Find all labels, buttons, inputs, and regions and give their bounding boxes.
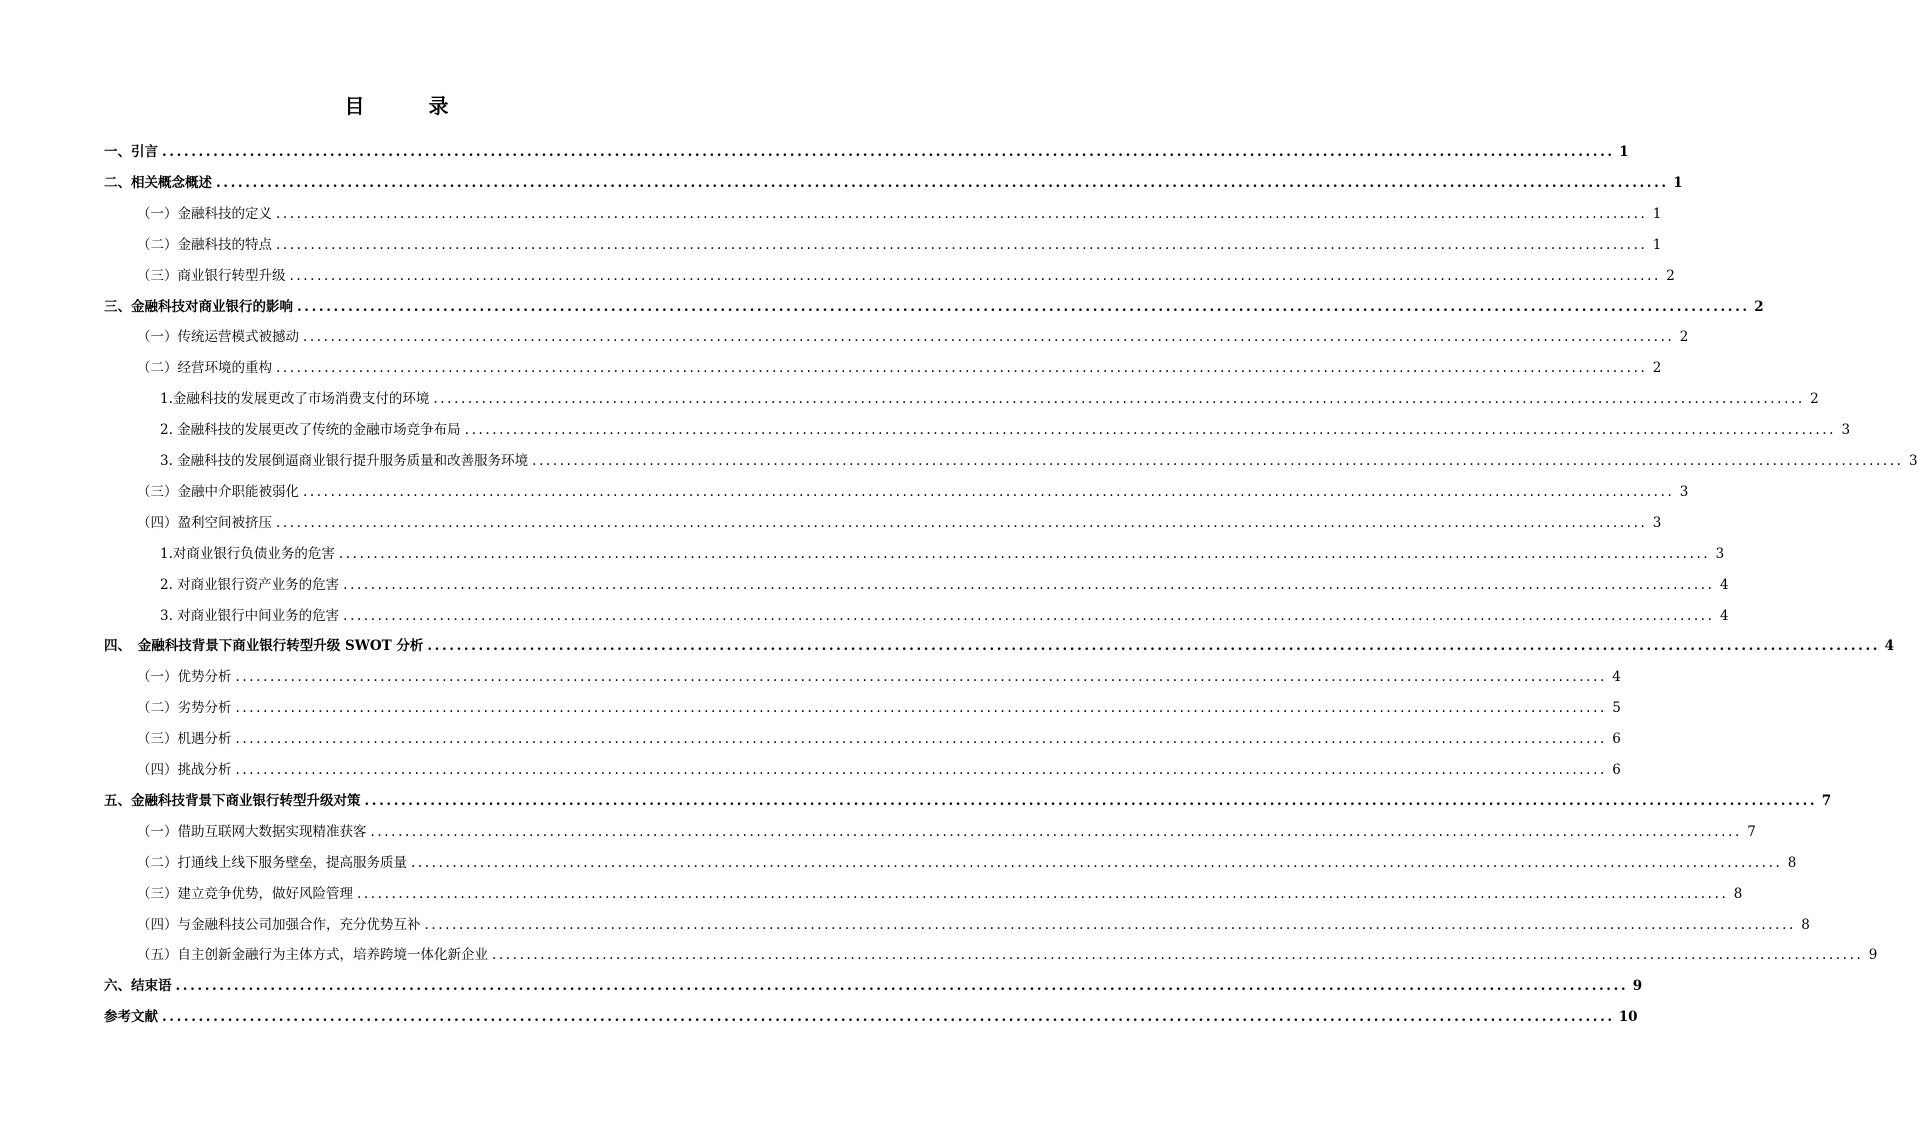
toc-entry[interactable] xyxy=(0,535,1725,563)
toc-entry-label: （三）建立竞争优势，做好风险管理 xyxy=(137,885,353,902)
toc-leader-dots: ....................................................................................................................................................................................................... xyxy=(297,298,1750,315)
toc-entry-label: 3. 对商业银行中间业务的危害 xyxy=(160,607,340,624)
toc-entry-page-number: 3 xyxy=(1652,514,1662,531)
toc-leader-dots: ....................................................................................................................................................................................................... xyxy=(411,854,1783,871)
toc-entry[interactable] xyxy=(0,504,1662,532)
toc-leader-dots: ....................................................................................................................................................................................................... xyxy=(338,545,1711,562)
toc-entry-label: （三）机遇分析 xyxy=(137,731,232,748)
toc-entry-label: （二）经营环境的重构 xyxy=(137,360,272,377)
toc-entry[interactable] xyxy=(0,257,1675,285)
toc-entry-page-number: 7 xyxy=(1747,823,1756,840)
toc-entry-page-number: 3 xyxy=(1715,545,1725,562)
toc-entry[interactable] xyxy=(0,844,1797,872)
toc-leader-dots: ....................................................................................................................................................................................................... xyxy=(276,236,1648,253)
toc-entry[interactable] xyxy=(0,411,1851,439)
toc-entry-page-number: 8 xyxy=(1733,885,1743,902)
toc-entry-label: （二）劣势分析 xyxy=(137,700,232,717)
toc-entry-page-number: 5 xyxy=(1612,700,1621,717)
toc-title: 目 录 xyxy=(344,94,471,118)
toc-leader-dots: ....................................................................................................................................................................................................... xyxy=(235,762,1607,778)
toc-leader-dots: ....................................................................................................................................................................................................... xyxy=(532,453,1904,469)
toc-entry[interactable] xyxy=(0,597,1729,625)
toc-entry-page-number: 8 xyxy=(1787,854,1797,871)
toc-entry-label: 1.对商业银行负债业务的危害 xyxy=(160,545,335,562)
toc-entry[interactable] xyxy=(0,195,1662,223)
toc-entry[interactable] xyxy=(0,689,1621,717)
toc-entry[interactable] xyxy=(0,906,1810,934)
toc-entry-label: （二）打通线上线下服务壁垒，提高服务质量 xyxy=(137,854,407,871)
toc-leader-dots: ....................................................................................................................................................................................................... xyxy=(424,916,1796,933)
toc-entry-label: （一）金融科技的定义 xyxy=(137,205,272,222)
toc-leader-dots: ....................................................................................................................................................................................................... xyxy=(235,731,1607,748)
toc-entry-label: 3. 金融科技的发展倒逼商业银行提升服务质量和改善服务环境 xyxy=(160,453,529,469)
toc-entry[interactable] xyxy=(0,875,1743,903)
toc-entry-page-number: 3 xyxy=(1841,422,1851,439)
toc-leader-dots: ....................................................................................................................................................................................................... xyxy=(343,607,1715,624)
toc-entry[interactable] xyxy=(0,813,1756,841)
toc-entry[interactable] xyxy=(0,751,1621,779)
toc-entry[interactable] xyxy=(0,380,1819,408)
toc-leader-dots: ....................................................................................................................................................................................................... xyxy=(433,391,1805,408)
toc-entry[interactable] xyxy=(0,164,1683,192)
toc-entry-page-number: 8 xyxy=(1801,916,1810,933)
toc-leader-dots: ....................................................................................................................................................................................................... xyxy=(235,669,1607,686)
toc-entry-page-number: 3 xyxy=(1679,483,1689,500)
toc-entry[interactable] xyxy=(0,782,1832,810)
toc-entry-label: （五）自主创新金融行为主体方式，培养跨境一体化新企业 xyxy=(137,947,488,964)
toc-leader-dots: ....................................................................................................................................................................................................... xyxy=(235,700,1607,717)
toc-entry-page-number: 6 xyxy=(1612,731,1621,748)
toc-entry-label: 三、金融科技对商业银行的影响 xyxy=(104,298,293,315)
toc-leader-dots: ....................................................................................................................................................................................................... xyxy=(276,360,1648,377)
toc-entry-page-number: 2 xyxy=(1679,329,1689,346)
toc-entry[interactable] xyxy=(0,998,1638,1026)
toc-entry[interactable] xyxy=(0,658,1621,686)
toc-entry-page-number: 4 xyxy=(1719,576,1729,593)
toc-entry-page-number: 1 xyxy=(1673,174,1683,191)
toc-entry-label: （二）金融科技的特点 xyxy=(137,236,272,253)
toc-entry-label: （四）挑战分析 xyxy=(137,762,232,778)
toc-entry[interactable] xyxy=(0,133,1629,161)
toc-entry-page-number: 4 xyxy=(1612,669,1621,686)
toc-entry-page-number: 6 xyxy=(1612,762,1621,778)
toc-entry-label: 五、金融科技背景下商业银行转型升级对策 xyxy=(104,792,361,809)
toc-entry-page-number: 10 xyxy=(1618,1009,1638,1026)
toc-entry-page-number: 2 xyxy=(1666,267,1675,284)
toc-entry-page-number: 4 xyxy=(1719,607,1729,624)
toc-leader-dots: ....................................................................................................................................................................................................... xyxy=(303,483,1675,500)
toc-entry-label: 1.金融科技的发展更改了市场消费支付的环境 xyxy=(160,391,430,408)
toc-entry-label: （四）盈利空间被挤压 xyxy=(137,514,272,531)
toc-leader-dots: ....................................................................................................................................................................................................... xyxy=(162,1009,1615,1026)
toc-entry[interactable] xyxy=(0,349,1662,377)
toc-leader-dots: ....................................................................................................................................................................................................... xyxy=(175,978,1629,995)
toc-entry[interactable] xyxy=(0,473,1689,501)
toc-leader-dots: ....................................................................................................................................................................................................... xyxy=(303,329,1675,346)
toc-entry[interactable] xyxy=(0,936,1878,964)
toc-entry-label: 一、引言 xyxy=(104,144,158,160)
toc-entry-page-number: 2 xyxy=(1652,360,1662,377)
toc-leader-dots: ....................................................................................................................................................................................................... xyxy=(364,792,1818,809)
toc-entry-label: （一）借助互联网大数据实现精准获客 xyxy=(137,823,367,840)
toc-entry-page-number: 7 xyxy=(1821,792,1832,809)
toc-entry-label: 二、相关概念概述 xyxy=(104,174,212,191)
toc-entry-label: （四）与金融科技公司加强合作，充分优势互补 xyxy=(137,916,421,933)
toc-entry-label: 2. 对商业银行资产业务的危害 xyxy=(160,576,340,593)
toc-entry[interactable] xyxy=(0,442,1918,470)
toc-entry-page-number: 2 xyxy=(1754,298,1764,315)
toc-leader-dots: ....................................................................................................................................................................................................... xyxy=(276,514,1648,531)
toc-entry[interactable] xyxy=(0,720,1621,748)
toc-entry-label: （三）金融中介职能被弱化 xyxy=(137,483,299,500)
toc-leader-dots: ....................................................................................................................................................................................................... xyxy=(492,947,1864,964)
toc-entry[interactable] xyxy=(0,627,1895,655)
toc-entry-page-number: 2 xyxy=(1810,391,1819,408)
toc-entry-label: 四、 金融科技背景下商业银行转型升级 SWOT 分析 xyxy=(104,638,424,655)
toc-entry-page-number: 9 xyxy=(1632,978,1643,995)
toc-entry[interactable] xyxy=(0,967,1643,995)
toc-leader-dots: ....................................................................................................................................................................................................... xyxy=(357,885,1729,902)
toc-leader-dots: ....................................................................................................................................................................................................... xyxy=(216,174,1669,191)
toc-leader-dots: ....................................................................................................................................................................................................... xyxy=(162,144,1615,160)
toc-entry[interactable] xyxy=(0,566,1729,594)
toc-entry-label: 参考文献 xyxy=(104,1009,158,1026)
toc-leader-dots: ....................................................................................................................................................................................................... xyxy=(343,576,1715,593)
toc-entry-label: 六、结束语 xyxy=(104,978,172,995)
toc-entry-page-number: 1 xyxy=(1652,236,1662,253)
toc-entry-label: （一）优势分析 xyxy=(137,669,232,686)
toc-leader-dots: ....................................................................................................................................................................................................... xyxy=(289,267,1661,284)
toc-entry-page-number: 1 xyxy=(1619,144,1629,160)
toc-entry[interactable] xyxy=(0,318,1689,346)
toc-entry-page-number: 4 xyxy=(1884,638,1895,655)
toc-entry-page-number: 9 xyxy=(1868,947,1878,964)
toc-entry[interactable] xyxy=(0,226,1662,254)
toc-leader-dots: ....................................................................................................................................................................................................... xyxy=(276,205,1648,222)
toc-entry-label: 2. 金融科技的发展更改了传统的金融市场竞争布局 xyxy=(160,422,461,439)
toc-leader-dots: ....................................................................................................................................................................................................... xyxy=(370,823,1742,840)
toc-entry-page-number: 3 xyxy=(1908,453,1918,469)
toc-leader-dots: ....................................................................................................................................................................................................... xyxy=(427,638,1881,655)
toc-leader-dots: ....................................................................................................................................................................................................... xyxy=(464,422,1837,439)
toc-entry-page-number: 1 xyxy=(1652,205,1662,222)
toc-entry[interactable] xyxy=(0,288,1764,316)
toc-entry-label: （一）传统运营模式被撼动 xyxy=(137,329,299,346)
toc-entry-label: （三）商业银行转型升级 xyxy=(137,267,286,284)
